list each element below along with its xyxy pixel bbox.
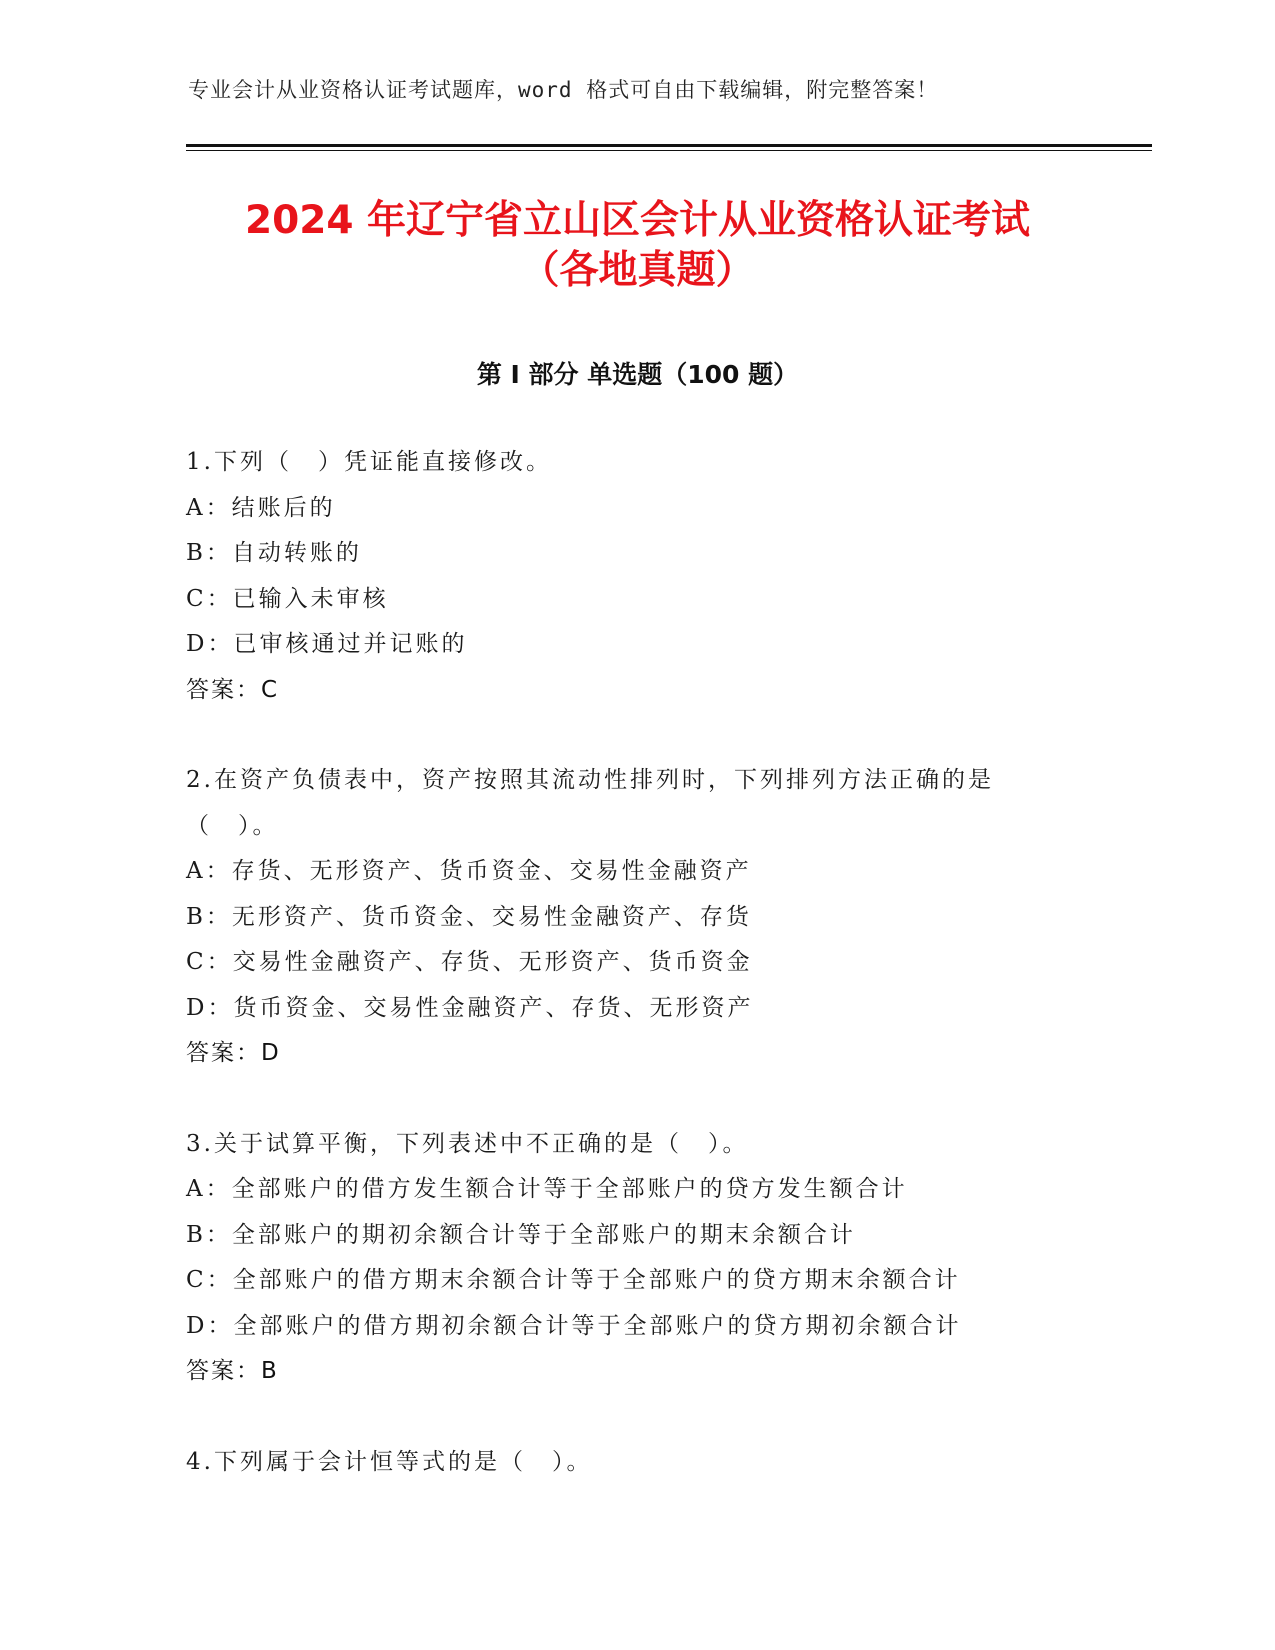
option-b: B：自动转账的 <box>186 540 362 566</box>
option-b: B：无形资产、货币资金、交易性金融资产、存货 <box>186 903 752 930</box>
question-stem: 1.下列（ ）凭证能直接修改。 <box>186 449 552 475</box>
header-rule-thin <box>186 150 1152 151</box>
option-a: A：存货、无形资产、货币资金、交易性金融资产 <box>186 858 752 884</box>
question-stem: 3.关于试算平衡，下列表述中不正确的是（ ）。 <box>186 1130 749 1157</box>
document-title-line1: 2024 年辽宁省立山区会计从业资格认证考试 <box>244 198 1031 243</box>
question-stem: 4.下列属于会计恒等式的是（ ）。 <box>186 1448 593 1475</box>
option-b: B：全部账户的期初余额合计等于全部账户的期末余额合计 <box>186 1221 856 1248</box>
answer: 答案：D <box>186 1040 281 1066</box>
section-title: 第 I 部分 单选题（100 题） <box>476 360 799 389</box>
option-c: C：交易性金融资产、存货、无形资产、货币资金 <box>186 949 753 975</box>
header-note: 专业会计从业资格认证考试题库，word 格式可自由下载编辑，附完整答案！ <box>188 78 939 102</box>
document-title-line2: （各地真题） <box>520 248 755 293</box>
option-d: D：已审核通过并记账的 <box>186 631 468 657</box>
question-3 <box>186 1122 1086 1395</box>
question-list <box>186 440 1086 1485</box>
question-4 <box>186 1440 1086 1486</box>
option-a: A：全部账户的借方发生额合计等于全部账户的贷方发生额合计 <box>186 1176 908 1202</box>
option-a: A：结账后的 <box>186 494 336 521</box>
question-1 <box>186 440 1086 713</box>
option-c: C：全部账户的借方期末余额合计等于全部账户的贷方期末余额合计 <box>186 1267 961 1293</box>
header-rule-thick <box>186 144 1152 147</box>
option-d: D：全部账户的借方期初余额合计等于全部账户的贷方期初余额合计 <box>186 1312 962 1339</box>
question-stem: 2.在资产负债表中，资产按照其流动性排列时，下列排列方法正确的是（ ）。 <box>186 767 994 839</box>
answer: 答案：B <box>186 1358 279 1384</box>
option-c: C：已输入未审核 <box>186 585 389 612</box>
answer: 答案：C <box>186 676 280 703</box>
option-d: D：货币资金、交易性金融资产、存货、无形资产 <box>186 994 754 1021</box>
document-title <box>140 196 1135 296</box>
question-2 <box>186 758 1086 1077</box>
